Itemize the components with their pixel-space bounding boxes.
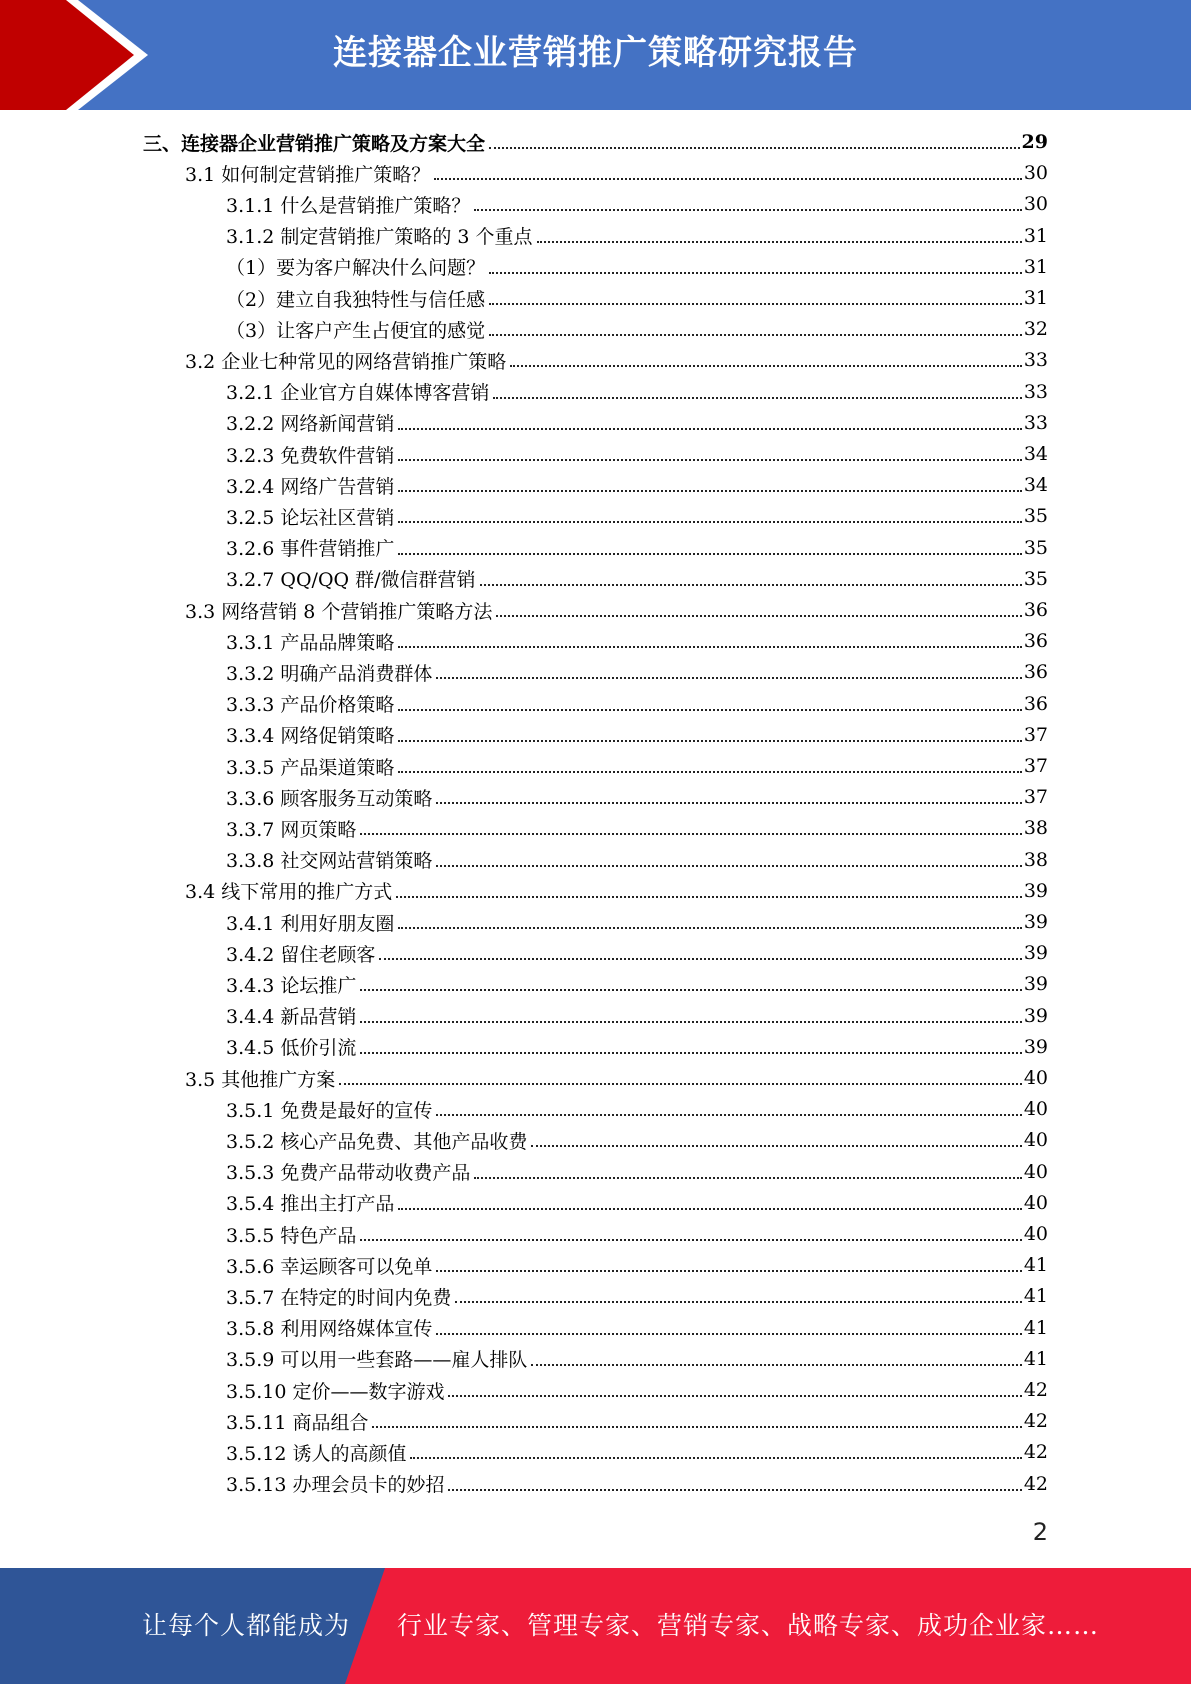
toc-entry-title: （2）建立自我独特性与信任感: [226, 285, 489, 312]
footer-slogan-right: 行业专家、管理专家、营销专家、战略专家、成功企业家……: [397, 1611, 1100, 1640]
toc-dot-leader: [489, 334, 1022, 336]
toc-entry-page: 40: [1023, 1191, 1048, 1214]
toc-entry-page: 41: [1023, 1316, 1048, 1339]
toc-dot-leader: [531, 1364, 1021, 1366]
toc-dot-leader: [434, 178, 1022, 180]
toc-entry[interactable]: [226, 657, 1048, 687]
toc-entry-title: 3.2.6 事件营销推广: [226, 534, 398, 561]
toc-entry-page: 34: [1023, 474, 1048, 497]
toc-entry-title: 3.2.5 论坛社区营销: [226, 503, 398, 530]
toc-entry-title: 3.5.11 商品组合: [226, 1408, 372, 1435]
page-header: [0, 0, 1191, 110]
toc-entry-title: 3.3.3 产品价格策略: [226, 690, 398, 717]
toc-dot-leader: [379, 958, 1021, 960]
toc-dot-leader: [372, 1426, 1021, 1428]
toc-dot-leader: [493, 397, 1021, 399]
toc-entry-title: 3.4.3 论坛推广: [226, 971, 360, 998]
toc-dot-leader: [398, 646, 1021, 648]
toc-entry-title: 3.5.1 免费是最好的宣传: [226, 1096, 436, 1123]
toc-dot-leader: [360, 989, 1021, 991]
toc-entry[interactable]: [226, 751, 1048, 781]
toc-entry-page: 39: [1023, 1035, 1048, 1058]
toc-dot-leader: [496, 615, 1021, 617]
toc-dot-leader: [436, 865, 1021, 867]
page-footer: [0, 1568, 1191, 1684]
toc-dot-leader: [360, 1052, 1021, 1054]
toc-dot-leader: [448, 1395, 1021, 1397]
toc-entry[interactable]: [226, 283, 1048, 313]
toc-entry-page: 42: [1023, 1410, 1048, 1433]
toc-dot-leader: [510, 365, 1022, 367]
toc-entry-page: 40: [1023, 1223, 1048, 1245]
toc-entry-title: 3.3.6 顾客服务互动策略: [226, 784, 436, 811]
toc-entry[interactable]: [226, 845, 1048, 875]
toc-entry-page: 33: [1023, 411, 1048, 434]
toc-entry-title: 3.3.1 产品品牌策略: [226, 628, 398, 655]
toc-dot-leader: [436, 677, 1021, 679]
toc-entry-page: 42: [1023, 1441, 1048, 1464]
toc-entry-title: 3.2 企业七种常见的网络营销推广策略: [185, 347, 510, 374]
toc-entry[interactable]: [226, 720, 1048, 750]
toc-entry-page: 41: [1023, 1347, 1048, 1370]
toc-entry-title: 3.3.5 产品渠道策略: [226, 753, 398, 780]
toc-entry[interactable]: [226, 907, 1048, 937]
toc-entry[interactable]: [226, 1125, 1048, 1155]
toc-entry-page: 41: [1023, 1285, 1048, 1308]
toc-entry-page: 36: [1023, 630, 1048, 653]
toc-entry[interactable]: [226, 969, 1048, 999]
toc-entry-page: 34: [1023, 443, 1048, 465]
toc-entry-page: 30: [1023, 193, 1048, 216]
toc-entry-page: 42: [1023, 1379, 1048, 1401]
toc-entry-title: 3.3.4 网络促销策略: [226, 721, 398, 748]
toc-entry-title: 3.5.9 可以用一些套路——雇人排队: [226, 1345, 531, 1372]
toc-entry[interactable]: [226, 626, 1048, 656]
toc-entry-title: 3.5 其他推广方案: [185, 1065, 339, 1092]
toc-entry-title: 3.1.1 什么是营销推广策略？: [226, 191, 474, 218]
toc-entry-page: 37: [1023, 723, 1048, 746]
toc-entry-page: 32: [1023, 318, 1048, 341]
toc-dot-leader: [398, 553, 1021, 555]
toc-entry-page: 42: [1023, 1472, 1048, 1495]
toc-dot-leader: [398, 521, 1021, 523]
toc-dot-leader: [398, 1208, 1021, 1210]
toc-dot-leader: [537, 241, 1022, 243]
toc-entry-page: 35: [1023, 536, 1048, 559]
toc-dot-leader: [360, 1021, 1021, 1023]
toc-entry-page: 39: [1023, 942, 1048, 965]
toc-entry-title: 3.2.7 QQ/QQ 群/微信群营销: [226, 565, 480, 592]
toc-entry-page: 39: [1023, 973, 1048, 996]
toc-entry-title: 3.1.2 制定营销推广策略的 3 个重点: [226, 222, 537, 249]
toc-dot-leader: [339, 1083, 1022, 1085]
toc-entry-title: 3.4.5 低价引流: [226, 1033, 360, 1060]
toc-entry[interactable]: [185, 876, 1048, 906]
toc-entry-title: 3.5.2 核心产品免费、其他产品收费: [226, 1127, 531, 1154]
toc-entry[interactable]: [226, 1344, 1048, 1374]
toc-entry-page: 33: [1023, 380, 1048, 403]
toc-dot-leader: [398, 740, 1021, 742]
toc-entry-page: 39: [1023, 911, 1048, 933]
toc-entry[interactable]: [226, 252, 1048, 282]
toc-entry-title: 3.5.13 办理会员卡的妙招: [226, 1470, 448, 1497]
toc-entry-page: 40: [1023, 1129, 1048, 1152]
toc-entry[interactable]: [226, 1094, 1048, 1124]
toc-dot-leader: [474, 1177, 1021, 1179]
toc-dot-leader: [455, 1301, 1021, 1303]
toc-dot-leader: [436, 1114, 1021, 1116]
toc-entry-title: 3.2.3 免费软件营销: [226, 441, 398, 468]
toc-entry[interactable]: [226, 1219, 1048, 1249]
toc-dot-leader: [398, 428, 1021, 430]
toc-dot-leader: [398, 459, 1021, 461]
toc-entry-title: 3.5.5 特色产品: [226, 1221, 360, 1248]
toc-entry[interactable]: [226, 1188, 1048, 1218]
toc-dot-leader: [398, 771, 1021, 773]
toc-dot-leader: [396, 896, 1022, 898]
toc-entry-title: 3.5.7 在特定的时间内免费: [226, 1283, 455, 1310]
toc-entry-title: 3.5.12 诱人的高颜值: [226, 1439, 410, 1466]
toc-entry[interactable]: [226, 1313, 1048, 1343]
toc-entry[interactable]: [185, 345, 1048, 375]
toc-entry[interactable]: [226, 813, 1048, 843]
toc-entry[interactable]: [226, 314, 1048, 344]
toc-entry-title: 3.4 线下常用的推广方式: [185, 877, 396, 904]
toc-entry[interactable]: [185, 595, 1048, 625]
toc-entry-title: （1）要为客户解决什么问题？: [226, 253, 489, 280]
toc-entry[interactable]: [226, 1250, 1048, 1280]
toc-entry-page: 38: [1023, 817, 1048, 840]
toc-entry[interactable]: [185, 1063, 1048, 1093]
toc-dot-leader: [531, 1145, 1021, 1147]
toc-dot-leader: [398, 927, 1021, 929]
toc-dot-leader: [489, 272, 1022, 274]
toc-entry-page: 31: [1023, 287, 1048, 309]
toc-dot-leader: [480, 584, 1022, 586]
toc-dot-leader: [474, 209, 1021, 211]
toc-entry-page: 31: [1023, 224, 1048, 247]
toc-entry-page: 36: [1023, 692, 1048, 715]
toc-entry-page: 36: [1023, 661, 1048, 684]
toc-entry[interactable]: [226, 1157, 1048, 1187]
toc-dot-leader: [360, 833, 1021, 835]
toc-entry[interactable]: [226, 1281, 1048, 1311]
toc-entry-title: 3.1 如何制定营销推广策略？: [185, 160, 434, 187]
toc-entry[interactable]: [226, 533, 1048, 563]
toc-entry-page: 37: [1023, 755, 1048, 777]
toc-entry-page: 35: [1023, 505, 1048, 528]
toc-entry-page: 36: [1023, 599, 1048, 621]
toc-dot-leader: [436, 1333, 1021, 1335]
toc-entry[interactable]: [226, 938, 1048, 968]
toc-entry-page: 40: [1023, 1098, 1048, 1121]
page-number: 2: [1032, 1518, 1048, 1546]
toc-entry[interactable]: [226, 564, 1048, 594]
toc-dot-leader: [398, 490, 1021, 492]
toc-entry[interactable]: [226, 189, 1048, 219]
toc-dot-leader: [398, 709, 1021, 711]
toc-entry[interactable]: [185, 158, 1048, 188]
toc-entry-page: 33: [1023, 349, 1048, 372]
toc-entry-page: 35: [1023, 567, 1048, 590]
toc-entry-page: 40: [1023, 1160, 1048, 1183]
toc-dot-leader: [360, 1239, 1021, 1241]
toc-dot-leader: [448, 1489, 1021, 1491]
toc-dot-leader: [489, 303, 1022, 305]
toc-dot-leader: [410, 1457, 1021, 1459]
toc-entry-title: （3）让客户产生占便宜的感觉: [226, 316, 489, 343]
toc-entry[interactable]: [226, 782, 1048, 812]
toc-entry-title: 3.4.2 留住老顾客: [226, 940, 379, 967]
toc-entry-page: 38: [1023, 848, 1048, 871]
toc-entry[interactable]: [226, 377, 1048, 407]
toc-entry-title: 3.5.4 推出主打产品: [226, 1189, 398, 1216]
toc-entry-title: 3.2.4 网络广告营销: [226, 472, 398, 499]
toc-entry-page: 37: [1023, 786, 1048, 809]
toc-entry-title: 3.3.2 明确产品消费群体: [226, 659, 436, 686]
toc-entry-page: 41: [1023, 1254, 1048, 1277]
toc-entry[interactable]: [226, 470, 1048, 500]
footer-slogan-left: 让每个人都能成为: [142, 1611, 351, 1640]
toc-entry-title: 3.3.7 网页策略: [226, 815, 360, 842]
toc-entry[interactable]: [226, 439, 1048, 469]
toc-entry[interactable]: [226, 501, 1048, 531]
toc-entry-title: 3.4.4 新品营销: [226, 1002, 360, 1029]
toc-entry-title: 3.5.3 免费产品带动收费产品: [226, 1158, 474, 1185]
toc-entry-page: 40: [1023, 1067, 1048, 1089]
toc-dot-leader: [489, 147, 1020, 149]
toc-entry-title: 3.3.8 社交网站营销策略: [226, 846, 436, 873]
toc-entry[interactable]: [226, 1032, 1048, 1062]
toc-entry[interactable]: [143, 127, 1048, 157]
toc-entry[interactable]: [226, 221, 1048, 251]
toc-dot-leader: [436, 1270, 1021, 1272]
toc-entry[interactable]: [226, 1437, 1048, 1467]
toc-entry-title: 3.2.1 企业官方自媒体博客营销: [226, 378, 493, 405]
toc-entry[interactable]: [226, 689, 1048, 719]
toc-entry[interactable]: [226, 408, 1048, 438]
toc-dot-leader: [436, 802, 1021, 804]
toc-entry-title: 3.2.2 网络新闻营销: [226, 409, 398, 436]
toc-entry-title: 3.5.8 利用网络媒体宣传: [226, 1314, 436, 1341]
toc-entry[interactable]: [226, 1375, 1048, 1405]
toc-entry-page: 29: [1021, 131, 1048, 153]
toc-entry-page: 31: [1023, 255, 1048, 278]
toc-entry-page: 39: [1023, 1004, 1048, 1027]
toc-entry[interactable]: [226, 1001, 1048, 1031]
header-title: 连接器企业营销推广策略研究报告: [333, 33, 858, 73]
toc-entry[interactable]: [226, 1406, 1048, 1436]
toc-entry[interactable]: [226, 1469, 1048, 1499]
toc-entry-title: 3.3 网络营销 8 个营销推广策略方法: [185, 597, 496, 624]
toc-entry-page: 39: [1023, 879, 1048, 902]
toc-entry-page: 30: [1023, 162, 1048, 185]
toc-entry-title: 3.4.1 利用好朋友圈: [226, 909, 398, 936]
toc-entry-title: 3.5.10 定价——数字游戏: [226, 1377, 448, 1404]
toc-entry-title: 3.5.6 幸运顾客可以免单: [226, 1252, 436, 1279]
toc-entry-title: 三、连接器企业营销推广策略及方案大全: [143, 129, 489, 156]
